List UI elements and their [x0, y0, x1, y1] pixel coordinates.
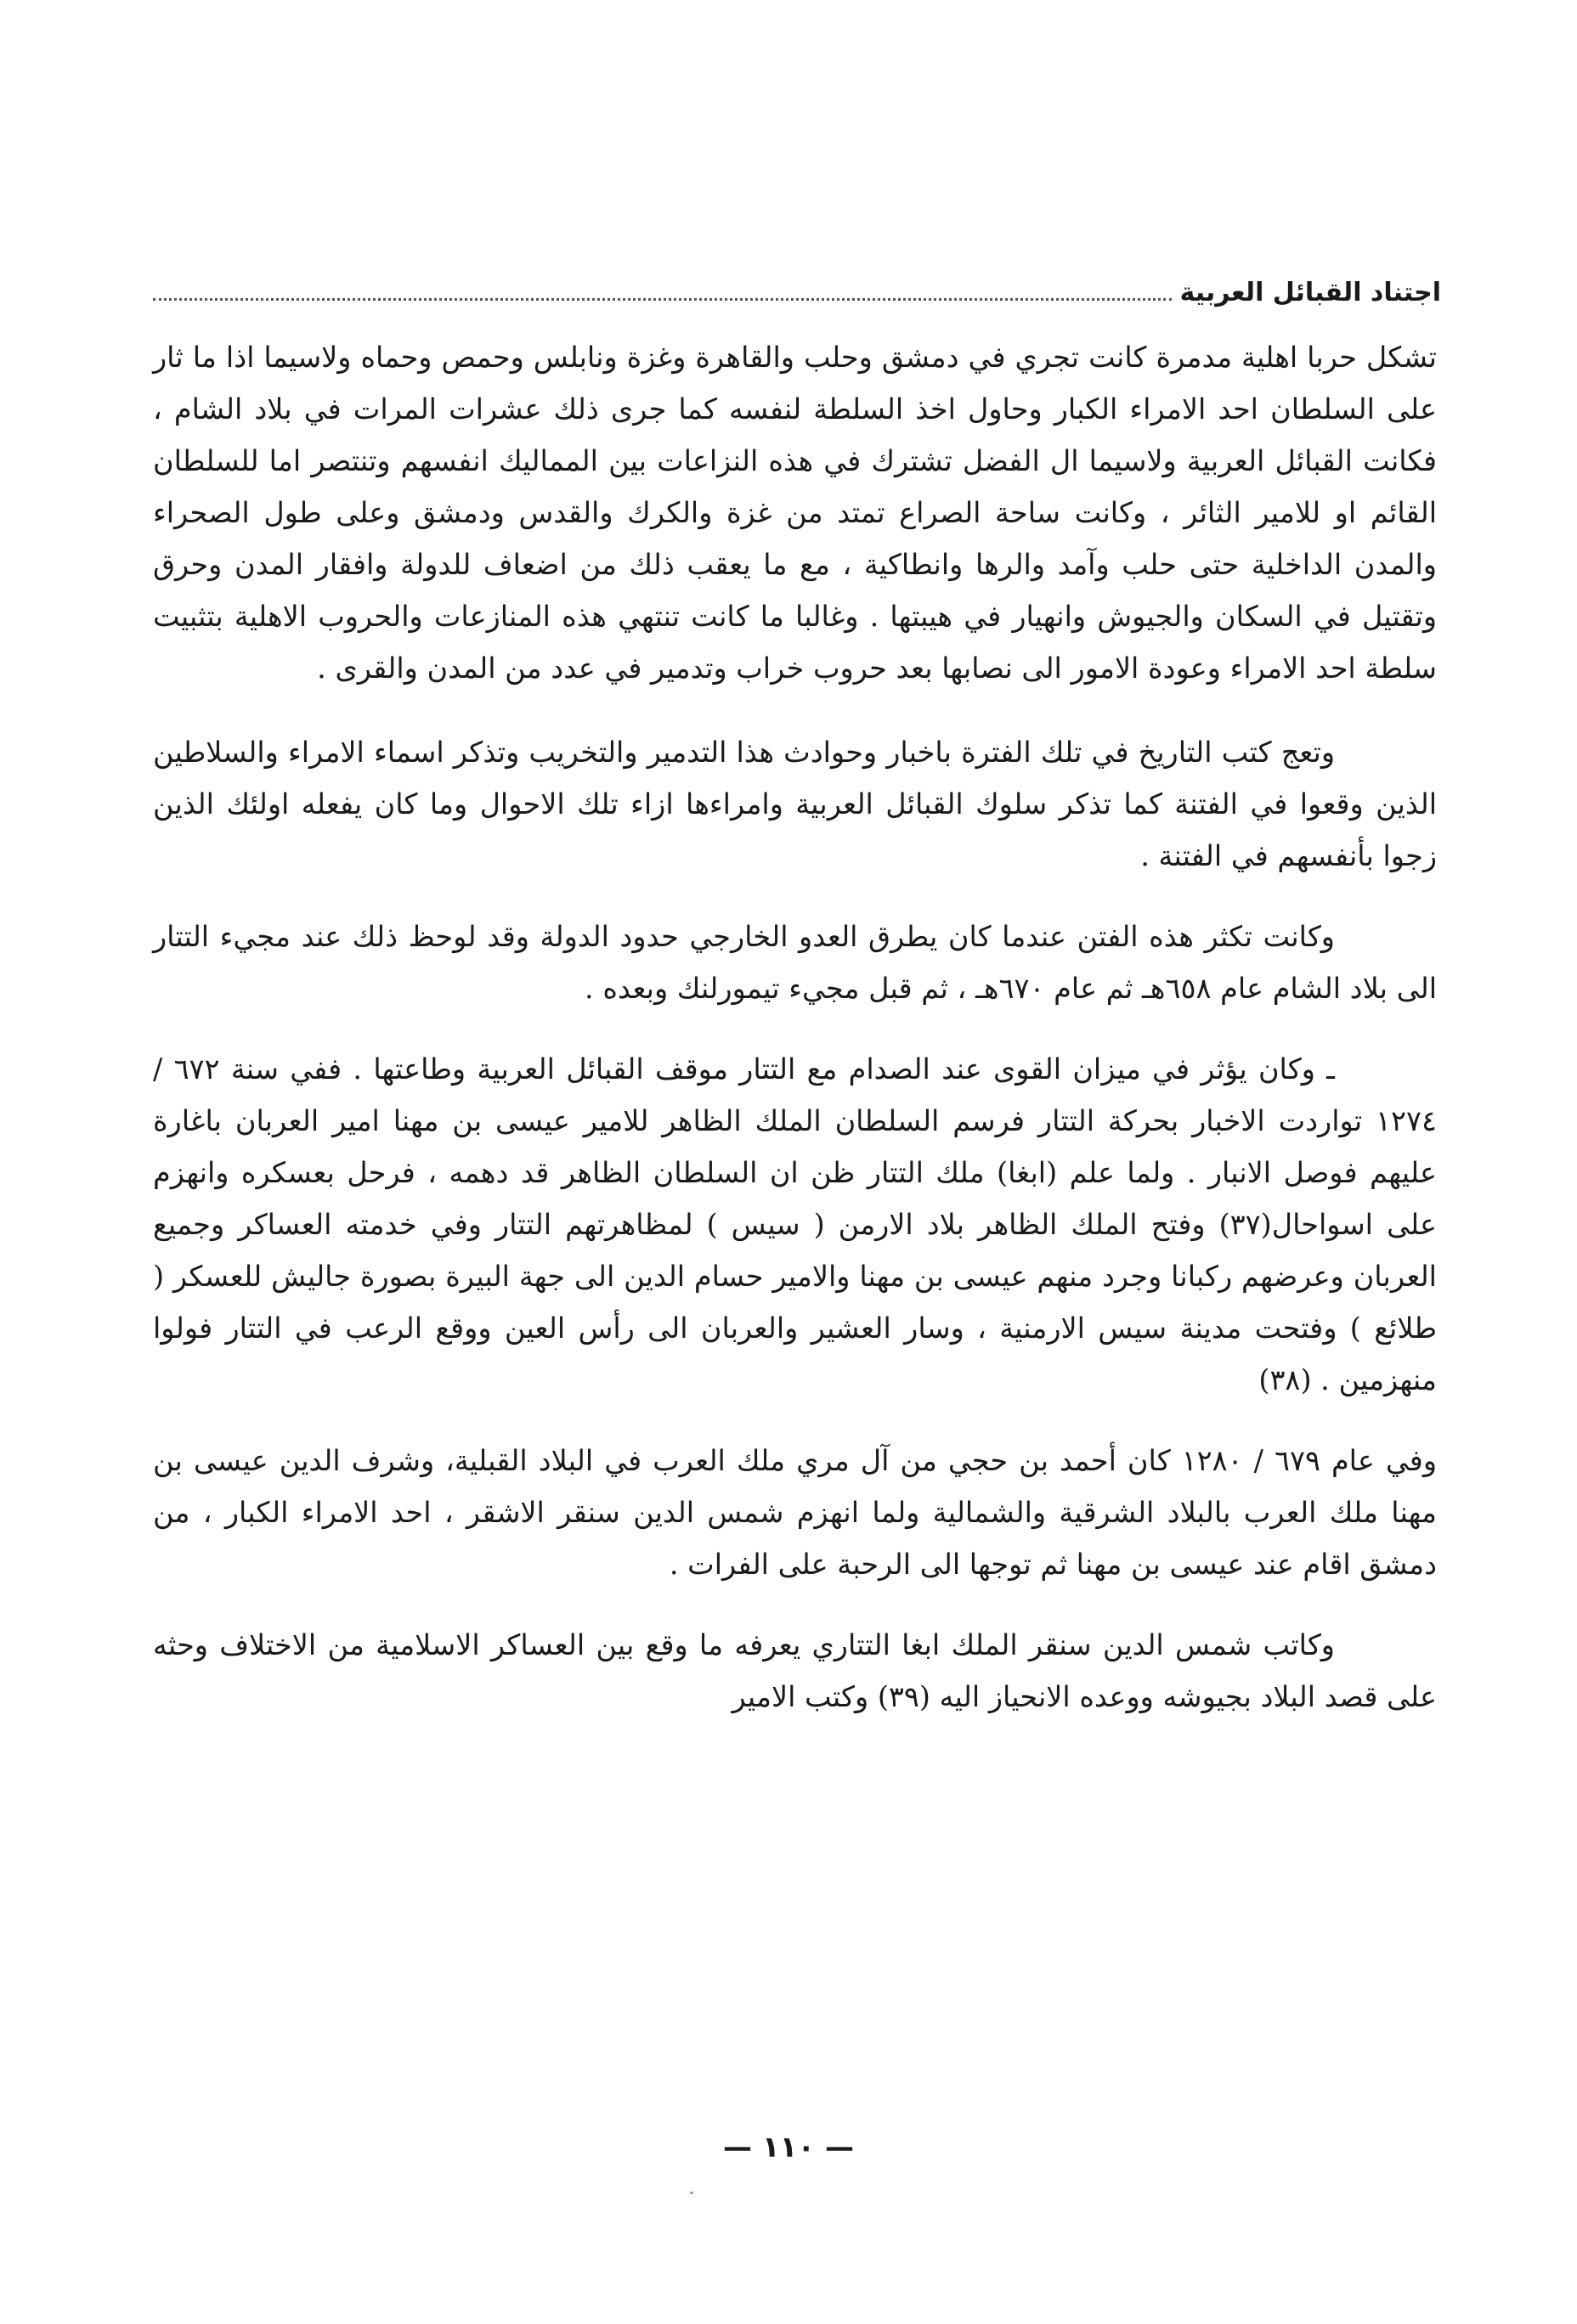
- body-text: [153, 331, 1437, 1751]
- paragraph-5: وفي عام ٦٧٩ / ١٢٨٠ كان أحمد بن حجي من آل مري ملك العرب في البلاد القبلية، وشرف الدين عيسى بن مهنا ملك العرب بالبلاد الشرقية والشمالية ولما انهزم شمس الدين سنقر الاشقر ، احد الامراء الكبار ، من دمشق اقام عند عيسى بن مهنا ثم توجها الى الرحبة على الفرات .: [153, 1444, 1437, 1581]
- scan-speck-mark: ˇ: [688, 2190, 695, 2206]
- chapter-title: اجتناد القبائل العربية: [1179, 278, 1441, 307]
- page-number: — ١١٠ —: [723, 2130, 854, 2164]
- paragraph-6: وكاتب شمس الدين سنقر الملك ابغا التتاري يعرفه ما وقع بين العساكر الاسلامية من الاختلاف وحثه على قصد البلاد بجيوشه ووعده الانحياز اليه (٣٩) وكتب الامير: [153, 1628, 1437, 1713]
- paragraph-4: ـ وكان يؤثر في ميزان القوى عند الصدام مع التتار موقف القبائل العربية وطاعتها . ففي سنة ٦٧٢ / ١٢٧٤ تواردت الاخبار بحركة التتار فرسم السلطان الملك الظاهر للامير عيسى بن مهنا امير العربان باغارة عليهم فوصل الانبار . ولما علم (ابغا) ملك التتار ظن ان السلطان الظاهر قد دهمه ، فرحل بعسكره وانهزم على اسواحال(٣٧) وفتح الملك الظاهر بلاد الارمن ( سيس ) لمظاهرتهم التتار وفي خدمته العساكر وجميع العربان وعرضهم ركبانا وجرد منهم عيسى بن مهنا والامير حسام الدين الى جهة البيرة بصورة جاليش للعسكر ( طلائع ) وفتحت مدينة سيس الارمنية ، وسار العشير والعربان الى رأس العين ووقع الرعب في التتار فولوا منهزمين . (٣٨): [153, 1052, 1438, 1396]
- paragraph-1: تشكل حربا اهلية مدمرة كانت تجري في دمشق وحلب والقاهرة وغزة ونابلس وحمص وحماه ولاسيما اذا ما ثار على السلطان احد الامراء الكبار وحاول اخذ السلطة لنفسه كما جرى ذلك عشرات المرات في بلاد الشام ، فكانت القبائل العربية ولاسيما ال الفضل تشترك في هذه النزاعات بين المماليك انفسهم وتنتصر اما للسلطان القائم او للامير الثائر ، وكانت ساحة الصراع تمتد من غزة والكرك والقدس ودمشق وعلى طول الصحراء والمدن الداخلية حتى حلب وآمد والرها وانطاكية ، مع ما يعقب ذلك من اضعاف للدولة وافقار المدن وحرق وتقتيل في السكان والجيوش وانهيار في هيبتها . وغالبا ما كانت تنتهي هذه المنازعات والحروب الاهلية بتثبيت سلطة احد الامراء وعودة الامور الى نصابها بعد حروب خراب وتدمير في عدد من المدن والقرى .: [153, 341, 1437, 685]
- header-leader-dots: [153, 298, 1172, 301]
- running-header: [153, 270, 1441, 306]
- paragraph-2: وتعج كتب التاريخ في تلك الفترة باخبار وحوادث هذا التدمير والتخريب وتذكر اسماء الامراء والسلاطين الذين وقعوا في الفتنة كما تذكر سلوك القبائل العربية وامراءها ازاء تلك الاحوال وما كان يفعله اولئك الذين زجوا بأنفسهم في الفتنة .: [153, 736, 1437, 872]
- paragraph-3: وكانت تكثر هذه الفتن عندما كان يطرق العدو الخارجي حدود الدولة وقد لوحظ ذلك عند مجيء التتار الى بلاد الشام عام ٦٥٨هـ ثم عام ٦٧٠هـ ، ثم قبل مجيء تيمورلنك وبعده .: [153, 920, 1437, 1005]
